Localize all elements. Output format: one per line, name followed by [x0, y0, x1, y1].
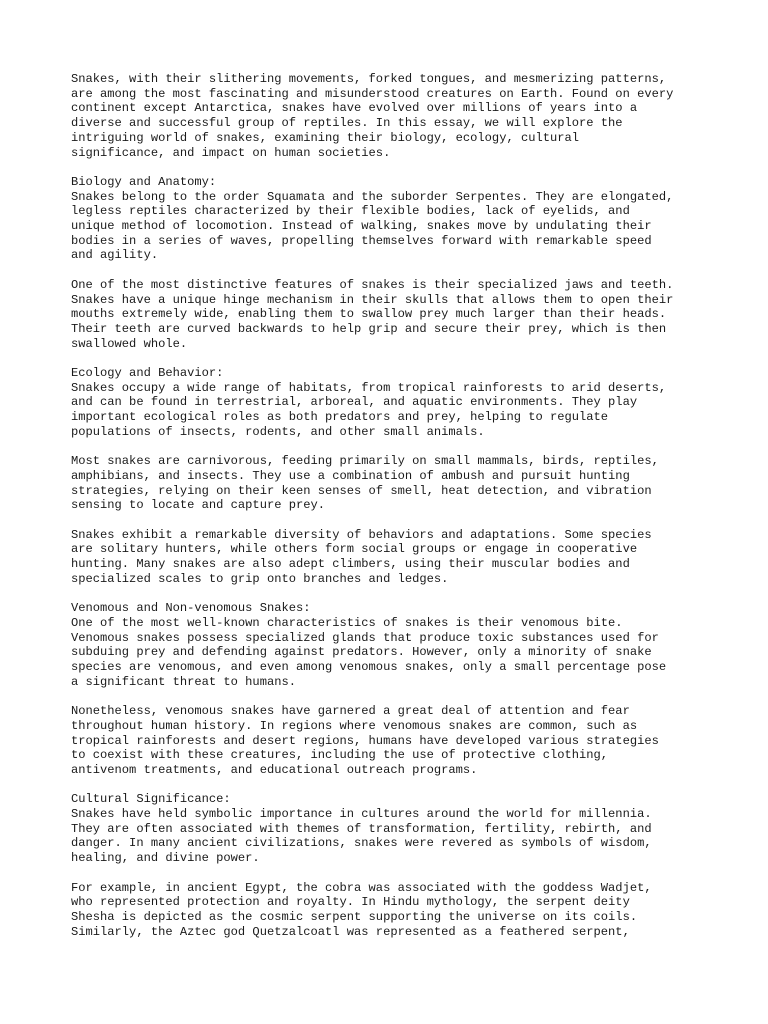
document-page	[71, 72, 711, 954]
paragraph	[71, 366, 711, 440]
text-line: and can be found in terrestrial, arboreal, and aquatic environments. They play	[71, 395, 638, 410]
text-line: Snakes exhibit a remarkable diversity of behaviors and adaptations. Some species	[71, 527, 652, 542]
text-line: significance, and impact on human societies.	[71, 145, 391, 160]
text-line: Cultural Significance:	[71, 792, 231, 807]
text-line: Snakes, with their slithering movements, forked tongues, and mesmerizing patterns,	[71, 72, 667, 86]
text-line: tropical rainforests and desert regions, humans have developed various strategies	[71, 733, 659, 748]
paragraph	[71, 704, 711, 778]
text-line: to coexist with these creatures, including the use of protective clothing,	[71, 748, 609, 763]
text-line: antivenom treatments, and educational outreach programs.	[71, 762, 478, 777]
text-line: continent except Antarctica, snakes have evolved over millions of years into a	[71, 101, 638, 116]
text-line: a significant threat to humans.	[71, 674, 296, 689]
text-line: diverse and successful group of reptiles. In this essay, we will explore the	[71, 116, 623, 131]
text-line: Nonetheless, venomous snakes have garnered a great deal of attention and fear	[71, 704, 630, 719]
text-line: Snakes belong to the order Squamata and the suborder Serpentes. They are elongated,	[71, 189, 674, 204]
paragraph	[71, 278, 711, 352]
text-line: swallowed whole.	[71, 336, 188, 351]
text-line: species are venomous, and even among venomous snakes, only a small percentage pose	[71, 660, 667, 675]
text-line: intriguing world of snakes, examining their biology, ecology, cultural	[71, 130, 580, 145]
text-line: Their teeth are curved backwards to help grip and secure their prey, which is then	[71, 321, 667, 336]
text-line: unique method of locomotion. Instead of walking, snakes move by undulating their	[71, 219, 652, 234]
text-line: One of the most well-known characteristics of snakes is their venomous bite.	[71, 615, 623, 630]
text-line: bodies in a series of waves, propelling themselves forward with remarkable speed	[71, 233, 652, 248]
text-line: important ecological roles as both predators and prey, helping to regulate	[71, 410, 609, 425]
text-line: amphibians, and insects. They use a combination of ambush and pursuit hunting	[71, 468, 630, 483]
text-line: Most snakes are carnivorous, feeding primarily on small mammals, birds, reptiles,	[71, 454, 659, 469]
text-line: populations of insects, rodents, and other small animals.	[71, 424, 485, 439]
text-line: and agility.	[71, 248, 159, 263]
text-line: Snakes have held symbolic importance in cultures around the world for millennia.	[71, 807, 652, 822]
text-line: Ecology and Behavior:	[71, 366, 224, 381]
text-line: For example, in ancient Egypt, the cobra was associated with the goddess Wadjet,	[71, 880, 652, 895]
text-line: They are often associated with themes of transformation, fertility, rebirth, and	[71, 821, 652, 836]
text-line: Snakes occupy a wide range of habitats, from tropical rainforests to arid deserts,	[71, 380, 667, 395]
paragraph	[71, 601, 711, 689]
text-line: strategies, relying on their keen senses of smell, heat detection, and vibration	[71, 483, 652, 498]
text-line: Biology and Anatomy:	[71, 174, 217, 189]
text-line: sensing to locate and capture prey.	[71, 498, 326, 513]
text-line: One of the most distinctive features of snakes is their specialized jaws and teeth.	[71, 277, 674, 292]
text-line: danger. In many ancient civilizations, snakes were revered as symbols of wisdom,	[71, 836, 652, 851]
text-line: subduing prey and defending against predators. However, only a minority of snake	[71, 645, 652, 660]
text-line: who represented protection and royalty. In Hindu mythology, the serpent deity	[71, 895, 630, 910]
text-line: Venomous and Non-venomous Snakes:	[71, 601, 311, 616]
paragraph	[71, 528, 711, 587]
text-line: Venomous snakes possess specialized glands that produce toxic substances used for	[71, 630, 659, 645]
paragraph	[71, 175, 711, 263]
text-line: mouths extremely wide, enabling them to swallow prey much larger than their heads.	[71, 307, 667, 322]
text-line: Snakes have a unique hinge mechanism in their skulls that allows them to open their	[71, 292, 674, 307]
text-line: specialized scales to grip onto branches and ledges.	[71, 571, 449, 586]
text-line: Shesha is depicted as the cosmic serpent supporting the universe on its coils.	[71, 909, 638, 924]
paragraph	[71, 881, 711, 940]
text-line: are among the most fascinating and misunderstood creatures on Earth. Found on every	[71, 86, 674, 101]
text-line: hunting. Many snakes are also adept climbers, using their muscular bodies and	[71, 557, 630, 572]
paragraph	[71, 454, 711, 513]
text-line: healing, and divine power.	[71, 851, 260, 866]
text-line: legless reptiles characterized by their flexible bodies, lack of eyelids, and	[71, 204, 630, 219]
paragraph	[71, 792, 711, 866]
text-line: throughout human history. In regions where venomous snakes are common, such as	[71, 718, 638, 733]
text-line: Similarly, the Aztec god Quetzalcoatl was represented as a feathered serpent,	[71, 924, 630, 939]
text-line: are solitary hunters, while others form social groups or engage in cooperative	[71, 542, 638, 557]
paragraph	[71, 72, 711, 160]
